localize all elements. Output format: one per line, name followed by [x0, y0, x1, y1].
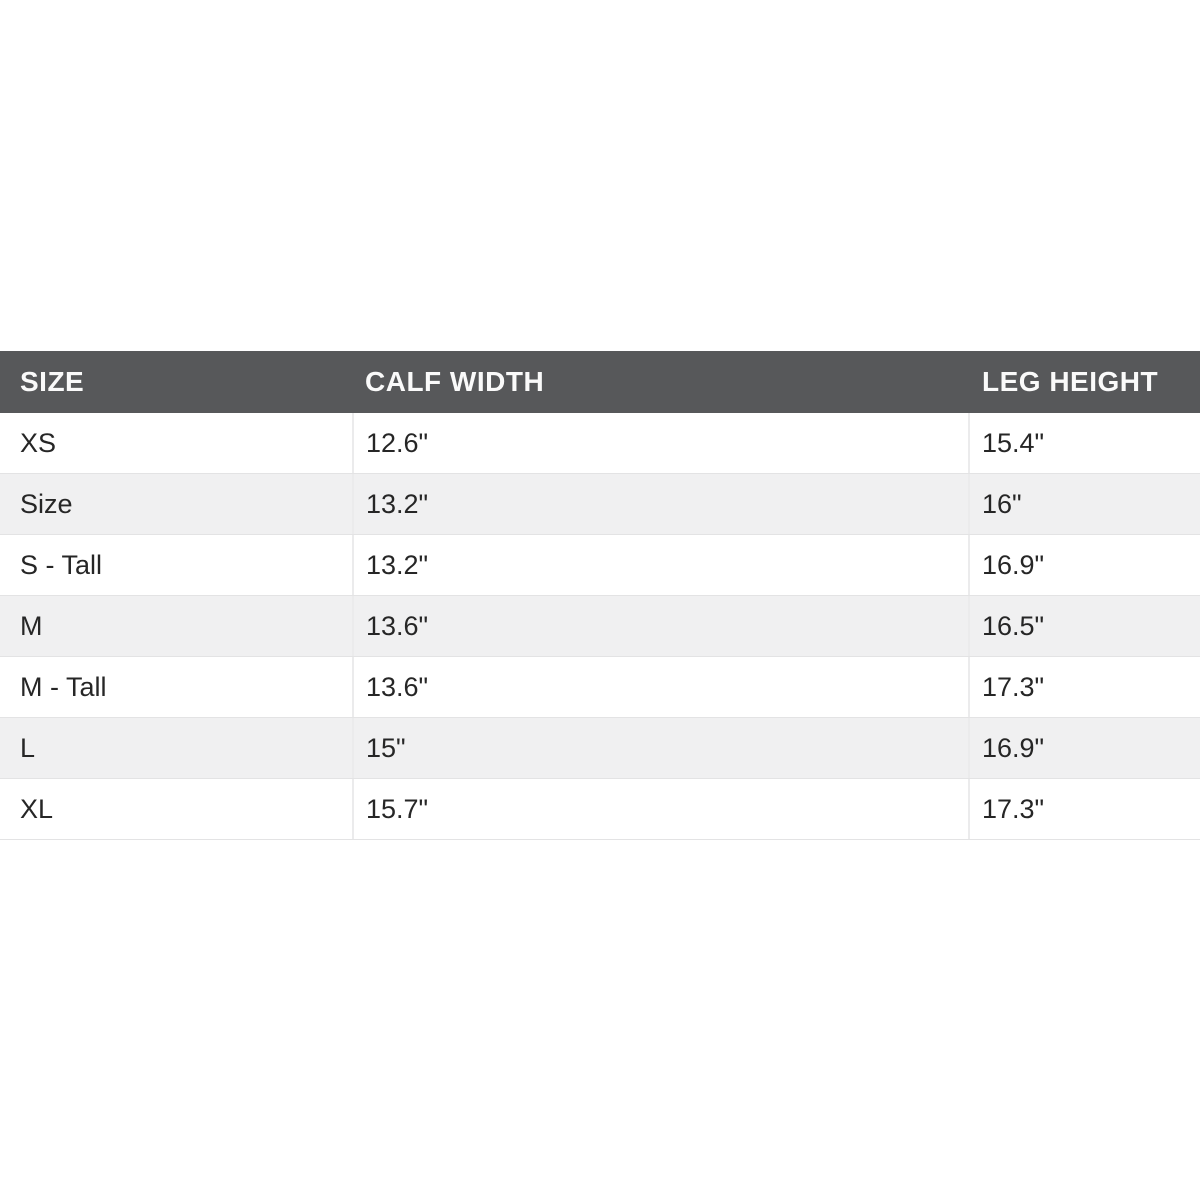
cell-size: M - Tall — [20, 671, 107, 702]
table-row — [0, 596, 1200, 657]
cell-size: L — [20, 732, 36, 763]
size-chart-table — [0, 351, 1200, 840]
table-row — [0, 535, 1200, 596]
cell-leg-height: 15.4" — [968, 413, 1200, 473]
cell-calf-width: 13.6" — [352, 596, 968, 656]
table-row — [0, 718, 1200, 779]
table-row — [0, 779, 1200, 840]
cell-calf-width: 15.7" — [352, 779, 968, 839]
cell-leg-height: 17.3" — [968, 657, 1200, 717]
column-header-size: SIZE — [20, 366, 85, 397]
column-header-calf-width: CALF WIDTH — [365, 366, 545, 397]
cell-calf-width: 13.6" — [352, 657, 968, 717]
cell-calf-width: 13.2" — [352, 474, 968, 534]
cell-size: XL — [20, 793, 54, 824]
table-row — [0, 657, 1200, 718]
cell-size: XS — [20, 427, 57, 458]
table-header-row — [0, 351, 1200, 413]
cell-size: S - Tall — [20, 549, 103, 580]
table-body — [0, 413, 1200, 840]
cell-calf-width: 12.6" — [352, 413, 968, 473]
cell-leg-height: 17.3" — [968, 779, 1200, 839]
cell-leg-height: 16.9" — [968, 718, 1200, 778]
table-row — [0, 413, 1200, 474]
cell-leg-height: 16.9" — [968, 535, 1200, 595]
cell-calf-width: 15" — [352, 718, 968, 778]
cell-size: Size — [20, 488, 73, 519]
cell-leg-height: 16.5" — [968, 596, 1200, 656]
cell-calf-width: 13.2" — [352, 535, 968, 595]
column-header-leg-height: LEG HEIGHT — [982, 366, 1159, 397]
cell-leg-height: 16" — [968, 474, 1200, 534]
table-row — [0, 474, 1200, 535]
cell-size: M — [20, 610, 43, 641]
